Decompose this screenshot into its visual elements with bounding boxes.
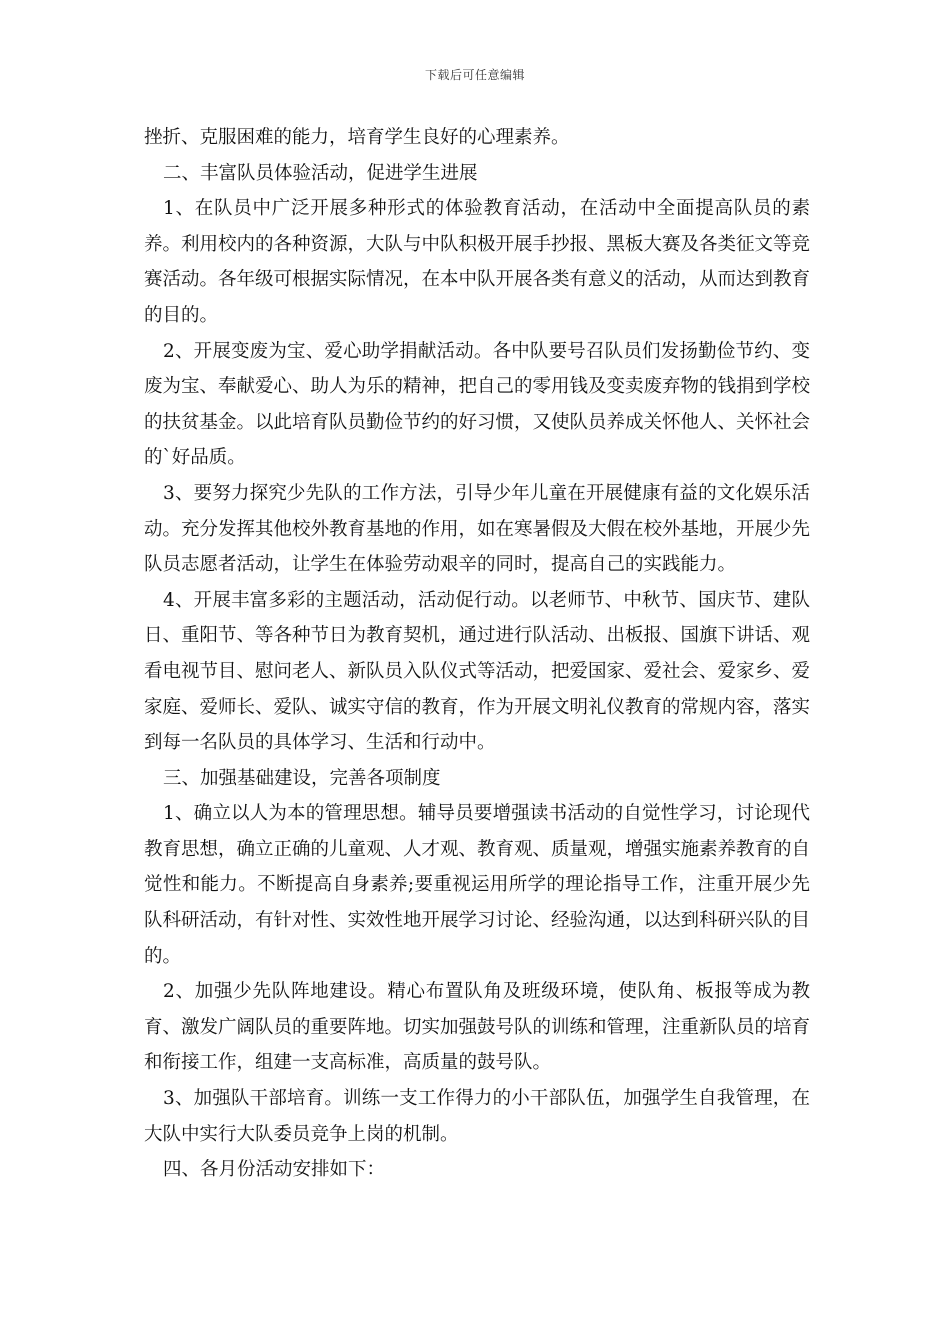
paragraph-2-4: 4、开展丰富多彩的主题活动，活动促行动。以老师节、中秋节、国庆节、建队日、重阳节、等各种节日为教育契机，通过进行队活动、出板报、国旗下讲话、观看电视节目、慰问老人、新队员入队仪式等活动，把爱国家、爱社会、爱家乡、爱家庭、爱师长、爱队、诚实守信的教育，作为开展文明礼仪教育的常规内容，落实到每一名队员的具体学习、生活和行动中。 <box>144 589 811 754</box>
section-heading-2: 二、丰富队员体验活动，促进学生进展 <box>163 162 478 184</box>
paragraph-continuation: 挫折、克服困难的能力，培育学生良好的心理素养。 <box>144 127 570 148</box>
paragraph-2-3: 3、要努力探究少先队的工作方法，引导少年儿童在开展健康有益的文化娱乐活动。充分发挥其他校外教育基地的作用，如在寒暑假及大假在校外基地，开展少先队员志愿者活动，让学生在体验劳动艰辛的同时，提高自己的实践能力。 <box>144 482 811 576</box>
section-heading-3: 三、加强基础建设，完善各项制度 <box>163 767 441 789</box>
document-body <box>144 120 810 1188</box>
paragraph-3-1: 1、确立以人为本的管理思想。辅导员要增强读书活动的自觉性学习，讨论现代教育思想，确立正确的儿童观、人才观、教育观、质量观，增强实施素养教育的自觉性和能力。不断提高自身素养;要重视运用所学的理论指导工作，注重开展少先队科研活动，有针对性、实效性地开展学习讨论、经验沟通，以达到科研兴队的目的。 <box>144 803 811 967</box>
paragraph-2-2: 2、开展变废为宝、爱心助学捐献活动。各中队要号召队员们发扬勤俭节约、变废为宝、奉献爱心、助人为乐的精神，把自己的零用钱及变卖废弃物的钱捐到学校的扶贫基金。以此培育队员勤俭节约的好习惯，又使队员养成关怀他人、关怀社会的`好品质。 <box>144 340 811 469</box>
page-header: 下载后可任意编辑 <box>424 68 525 82</box>
section-heading-4: 四、各月份活动安排如下： <box>163 1159 386 1181</box>
paragraph-2-1: 1、在队员中广泛开展多种形式的体验教育活动，在活动中全面提高队员的素养。利用校内的各种资源，大队与中队积极开展手抄报、黑板大赛及各类征文等竞赛活动。各年级可根据实际情况，在本中队开展各类有意义的活动，从而达到教育的目的。 <box>144 198 811 326</box>
paragraph-3-3: 3、加强队干部培育。训练一支工作得力的小干部队伍，加强学生自我管理，在大队中实行大队委员竞争上岗的机制。 <box>144 1088 810 1145</box>
paragraph-3-2: 2、加强少先队阵地建设。精心布置队角及班级环境，使队角、板报等成为教育、激发广阔队员的重要阵地。切实加强鼓号队的训练和管理，注重新队员的培育和衔接工作，组建一支高标准，高质量的鼓号队。 <box>144 981 811 1074</box>
